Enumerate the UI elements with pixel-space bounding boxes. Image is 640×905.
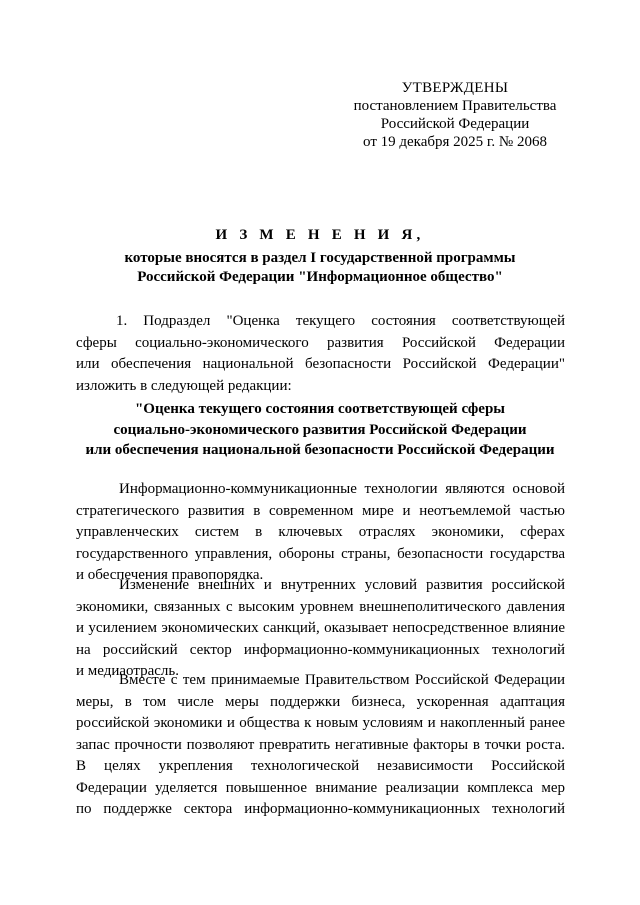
text-line: российской экономики и общества к новым условиям и накопленный ранее — [76, 715, 565, 731]
text-line: и обеспечения правопорядка. — [76, 567, 264, 583]
body-paragraph-1 — [76, 479, 565, 587]
text-line: стратегического развития в современном мире и неотъемлемой частью — [76, 502, 565, 519]
text-line: В целях укрепления технологической независимости Российской — [76, 758, 565, 774]
document-subtitle-line-1: которые вносятся в раздел I государственной программы — [124, 250, 516, 266]
text-line: изложить в следующей редакции: — [76, 377, 292, 394]
text-line: Изменение внешних и внутренних условий развития российской — [119, 577, 565, 593]
text-line: или обеспечения национальной безопасности Российской Федерации" — [76, 356, 565, 372]
body-paragraph-2 — [76, 575, 565, 683]
text-line: Информационно-коммуникационные технологии являются основой — [119, 481, 565, 497]
approval-line-2: Российской Федерации — [380, 116, 530, 132]
document-title: И З М Е Н Е Н И Я, — [215, 227, 425, 243]
text-line: запас прочности позволяют превратить негативные факторы в точки роста. — [76, 736, 565, 753]
approval-line-3: от 19 декабря 2025 г. № 2068 — [363, 134, 547, 150]
subsection-heading-line-2: социально-экономического развития Российской Федерации — [113, 422, 527, 438]
text-line: Федерации уделяется повышенное внимание реализации комплекса мер — [76, 779, 565, 796]
subsection-heading-line-1: "Оценка текущего состояния соответствующей сферы — [134, 401, 505, 417]
approval-title: УТВЕРЖДЕНЫ — [401, 80, 509, 96]
text-line: Вместе с тем принимаемые Правительством Российской Федерации — [119, 672, 565, 688]
text-line: меры, в том числе меры поддержки бизнеса, ускоренная адаптация — [76, 693, 565, 710]
text-line: 1. Подраздел "Оценка текущего состояния соответствующей — [116, 313, 565, 329]
item-1-paragraph — [76, 311, 565, 397]
subsection-heading-line-3: или обеспечения национальной безопасности Российской Федерации — [85, 442, 555, 458]
text-line: управленческих систем в ключевых отраслях экономики, сферах — [76, 524, 565, 540]
text-line: государственного управления, обороны страны, безопасности государства — [76, 545, 565, 562]
text-line: сферы социально-экономического развития Российской Федерации — [76, 334, 565, 351]
text-line: и медиаотрасль. — [76, 663, 179, 679]
text-line: и усилением экономических санкций, оказывает непосредственное влияние — [76, 620, 565, 636]
text-line: на российский сектор информационно-коммуникационных технологий — [76, 641, 565, 658]
body-paragraph-3 — [76, 670, 565, 821]
approval-line-1: постановлением Правительства — [353, 98, 557, 114]
text-line: по поддержке сектора информационно-коммуникационных технологий — [76, 801, 565, 817]
text-line: экономики, связанных с высоким уровнем внешнеполитического давления — [76, 598, 565, 615]
document-subtitle-line-2: Российской Федерации "Информационное общество" — [137, 269, 503, 285]
